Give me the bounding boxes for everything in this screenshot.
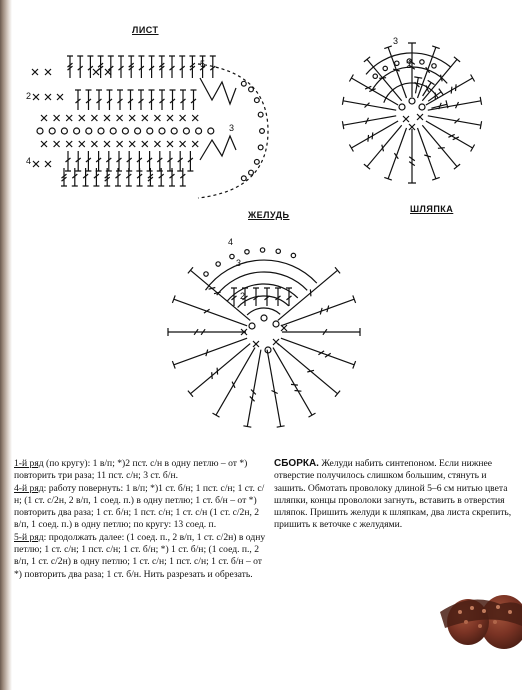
chain-stitch-mark — [249, 170, 254, 175]
radial-stitch-mark — [243, 350, 261, 428]
dc-stitch-mark — [147, 151, 153, 171]
sc-stitch-mark — [180, 115, 186, 121]
chain-stitch-mark — [383, 66, 387, 70]
sc-stitch-mark — [104, 141, 110, 147]
row-1-text: (по кругу): 1 в/п; *)2 пст. с/н в одну петлю – от *) повторить три раза; 11 пст. с/н; 3 ст. б/н. — [14, 458, 248, 482]
chain-stitch-mark — [49, 128, 55, 134]
chain-stitch-mark — [291, 253, 295, 257]
chain-stitch-mark — [110, 128, 116, 134]
sc-stitch-mark — [32, 69, 38, 75]
chain-stitch-mark — [258, 145, 263, 150]
acorn-label: ЖЕЛУДЬ — [248, 210, 290, 220]
sc-stitch-mark — [41, 141, 47, 147]
dc-stitch-mark — [77, 56, 83, 78]
dc-stitch-mark — [286, 288, 292, 306]
dc-stitch-mark — [187, 151, 193, 171]
sc-stitch-mark — [253, 341, 259, 347]
acorn-round-number: 3 — [236, 258, 242, 268]
sc-stitch-mark — [45, 161, 51, 167]
radial-stitch-mark — [281, 295, 356, 325]
chain-stitch-mark — [258, 112, 263, 117]
dc-stitch-mark — [86, 90, 92, 110]
sc-stitch-mark — [54, 141, 60, 147]
sc-stitch-mark — [104, 115, 110, 121]
chain-stitch-mark — [204, 272, 208, 276]
radial-stitch-mark — [278, 344, 340, 397]
acorn-round-number: 2 — [240, 291, 246, 301]
chain-stitch-mark — [241, 81, 246, 86]
acorn-round-arc — [227, 284, 297, 301]
sc-stitch-mark — [180, 141, 186, 147]
leaf-row-number: 5 — [200, 59, 206, 69]
sc-stitch-mark — [167, 141, 173, 147]
acorn-diagram — [168, 248, 360, 427]
radial-stitch-mark — [172, 295, 247, 325]
dc-stitch-mark — [159, 56, 165, 78]
sc-stitch-mark — [79, 115, 85, 121]
dc-stitch-mark — [108, 56, 114, 78]
acorn-crochet-picture — [440, 595, 522, 649]
chain-stitch-mark — [196, 128, 202, 134]
chain-stitch-mark — [432, 64, 436, 68]
acorn-round-arc — [206, 260, 317, 290]
chain-stitch-mark — [276, 249, 280, 253]
instruction-row-5 — [14, 532, 266, 581]
chain-stitch-mark — [122, 128, 128, 134]
sc-stitch-mark — [129, 115, 135, 121]
dc-stitch-mark — [128, 56, 134, 78]
chain-stitch-mark — [373, 74, 377, 78]
dc-stitch-mark — [189, 56, 195, 78]
radial-stitch-mark — [418, 128, 440, 180]
sc-stitch-mark — [33, 94, 39, 100]
radial-stitch-mark — [422, 125, 460, 169]
radial-stitch-mark — [408, 43, 416, 97]
sc-stitch-mark — [91, 141, 97, 147]
chain-stitch-mark — [409, 98, 415, 104]
sc-stitch-mark — [54, 115, 60, 121]
sc-stitch-mark — [33, 161, 39, 167]
sc-stitch-mark — [41, 115, 47, 121]
cap-round-number: 2 — [406, 60, 412, 70]
dc-stitch-mark — [96, 90, 102, 110]
dc-stitch-mark — [169, 56, 175, 78]
sc-stitch-mark — [192, 115, 198, 121]
radial-stitch-mark — [408, 129, 416, 183]
chain-stitch-mark — [399, 104, 405, 110]
radial-stitch-mark — [349, 75, 398, 106]
sc-stitch-mark — [154, 115, 160, 121]
radial-stitch-mark — [281, 338, 356, 368]
radial-stitch-mark — [349, 121, 398, 152]
chain-stitch-mark — [159, 128, 165, 134]
cap-label: ШЛЯПКА — [410, 204, 454, 214]
sc-stitch-mark — [79, 141, 85, 147]
instruction-row-1 — [14, 458, 266, 483]
radial-stitch-mark — [364, 125, 402, 169]
dc-stitch-mark — [179, 56, 185, 78]
dc-stitch-mark — [275, 288, 281, 306]
dc-stitch-mark — [138, 90, 144, 110]
sc-stitch-mark — [45, 94, 51, 100]
radial-stitch-mark — [422, 57, 460, 101]
chain-stitch-mark — [171, 128, 177, 134]
dc-stitch-mark — [128, 90, 134, 110]
sc-stitch-mark — [66, 115, 72, 121]
chain-stitch-mark — [245, 250, 249, 254]
dc-stitch-mark — [191, 90, 197, 110]
chain-stitch-mark — [260, 248, 264, 252]
chain-stitch-mark — [74, 128, 80, 134]
leaf-row-number: 3 — [229, 123, 235, 133]
radial-stitch-mark — [384, 128, 406, 180]
chain-stitch-mark — [216, 262, 220, 266]
radial-stitch-mark — [414, 77, 422, 93]
dc-stitch-mark — [85, 151, 91, 171]
chain-stitch-mark — [254, 98, 259, 103]
radial-stitch-mark — [426, 75, 475, 106]
sc-stitch-mark — [142, 141, 148, 147]
dc-stitch-mark — [75, 90, 81, 110]
dc-stitch-mark — [264, 288, 270, 306]
chain-stitch-mark — [419, 104, 425, 110]
row-5-text: : продолжать далее: (1 соед. п., 2 в/п, 1 ст. с/2н) в одну петлю; 1 ст. с/н; 1 пст. с/н; 1 ст. б/н; *) 1 ст. б/н; (1 соед. п., 2 в/п, 1 ст. с/2н) в одну петлю; 1 ст. с/н; 1 пст. с/н; 1 ст. б/н – от *) повторить два раза; 1 ст. б/н. Нить разрезать и обрезать. — [14, 531, 266, 580]
sc-stitch-mark — [105, 69, 111, 75]
assembly-paragraph — [274, 458, 520, 532]
cap-round-number: 3 — [393, 36, 399, 46]
dc-stitch-mark — [107, 90, 113, 110]
dc-stitch-mark — [149, 90, 155, 110]
chain-stitch-mark — [183, 128, 189, 134]
radial-stitch-mark — [267, 350, 285, 428]
dc-stitch-mark — [170, 90, 176, 110]
chain-stitch-mark — [260, 129, 265, 134]
row-4-text: : работу повернуть: 1 в/п; *)1 ст. б/н; 1 пст. с/н; 1 ст. с/н; (1 ст. с/2н, 2 в/п, 1 соед. п.) в одну петлю; 1 ст. б/н – от *) повторить два раза; 1 ст. б/н; 1 пст. с/н; 1 ст. с/н (1 ст. с/2н, 2 в/п, 1 соед. п.) в одну петлю; по кругу: 13 соед. п. — [14, 482, 265, 531]
leaf-label: ЛИСТ — [132, 25, 159, 35]
radial-stitch-mark — [168, 328, 246, 336]
assembly-column — [274, 458, 520, 532]
acorn-round-number: 4 — [228, 237, 234, 247]
dc-stitch-mark — [118, 56, 124, 78]
assembly-title: СБОРКА. — [274, 458, 319, 469]
chain-stitch-mark — [254, 159, 259, 164]
dc-stitch-mark — [87, 56, 93, 78]
dc-stitch-mark — [210, 56, 216, 78]
sc-stitch-mark — [154, 141, 160, 147]
instructions-column — [14, 458, 266, 581]
row-1-heading: 1-й ряд — [14, 458, 44, 469]
leaf-row-number: 2 — [26, 91, 32, 101]
sc-stitch-mark — [91, 115, 97, 121]
sc-stitch-mark — [57, 94, 63, 100]
dc-stitch-mark — [180, 90, 186, 110]
acorn-round-arc — [247, 308, 280, 315]
chain-stitch-mark — [230, 254, 234, 258]
chain-stitch-mark — [147, 128, 153, 134]
radial-stitch-mark — [364, 57, 402, 101]
sc-stitch-mark — [117, 115, 123, 121]
chain-stitch-mark — [37, 128, 43, 134]
dc-stitch-mark — [157, 151, 163, 171]
chain-stitch-mark — [420, 60, 424, 64]
leaf-row-number: 4 — [26, 156, 32, 166]
sc-stitch-mark — [403, 116, 409, 122]
chain-stitch-mark — [98, 128, 104, 134]
chain-stitch-mark — [61, 128, 67, 134]
sc-stitch-mark — [66, 141, 72, 147]
assembly-text: Желуди набить синтепоном. Если нижнее отверстие получилось слишком большим, стянуть и зашить. Обмотать проволоку длиной 5–6 см нитью цвета шляпки, концы проволоки загнуть, вставить в отверстия шляпок. Пришить желуди к шляпкам, два листа скрепить, пришить к веточке с желудями. — [274, 458, 512, 531]
chain-stitch-mark — [208, 128, 214, 134]
row-5-heading: 5-й ряд — [14, 531, 44, 543]
sc-stitch-mark — [192, 141, 198, 147]
dc-stitch-mark — [138, 56, 144, 78]
sc-stitch-mark — [417, 114, 423, 120]
sc-stitch-mark — [45, 69, 51, 75]
chain-stitch-mark — [249, 323, 255, 329]
chain-stitch-mark — [241, 176, 246, 181]
dc-stitch-mark — [159, 90, 165, 110]
sc-stitch-mark — [142, 115, 148, 121]
chain-stitch-mark — [135, 128, 141, 134]
row-4-heading: 4-й ряд — [14, 482, 44, 494]
radial-stitch-mark — [282, 328, 360, 336]
cap-diagram — [342, 43, 481, 183]
radial-stitch-mark — [188, 344, 250, 397]
chain-stitch-mark — [395, 61, 399, 65]
dc-stitch-mark — [116, 151, 122, 171]
dc-stitch-mark — [75, 151, 81, 171]
dc-stitch-mark — [149, 56, 155, 78]
dc-stitch-mark — [117, 90, 123, 110]
chain-stitch-mark — [86, 128, 92, 134]
chain-stitch-mark — [273, 321, 279, 327]
sc-stitch-mark — [117, 141, 123, 147]
radial-stitch-mark — [172, 338, 247, 368]
chain-stitch-mark — [261, 315, 267, 321]
dc-stitch-mark — [67, 56, 73, 78]
sc-stitch-mark — [129, 141, 135, 147]
dc-stitch-mark — [65, 151, 71, 171]
radial-stitch-mark — [426, 121, 475, 152]
leaf-tip-stitches — [200, 78, 236, 160]
instruction-row-4 — [14, 483, 266, 532]
sc-stitch-mark — [167, 115, 173, 121]
